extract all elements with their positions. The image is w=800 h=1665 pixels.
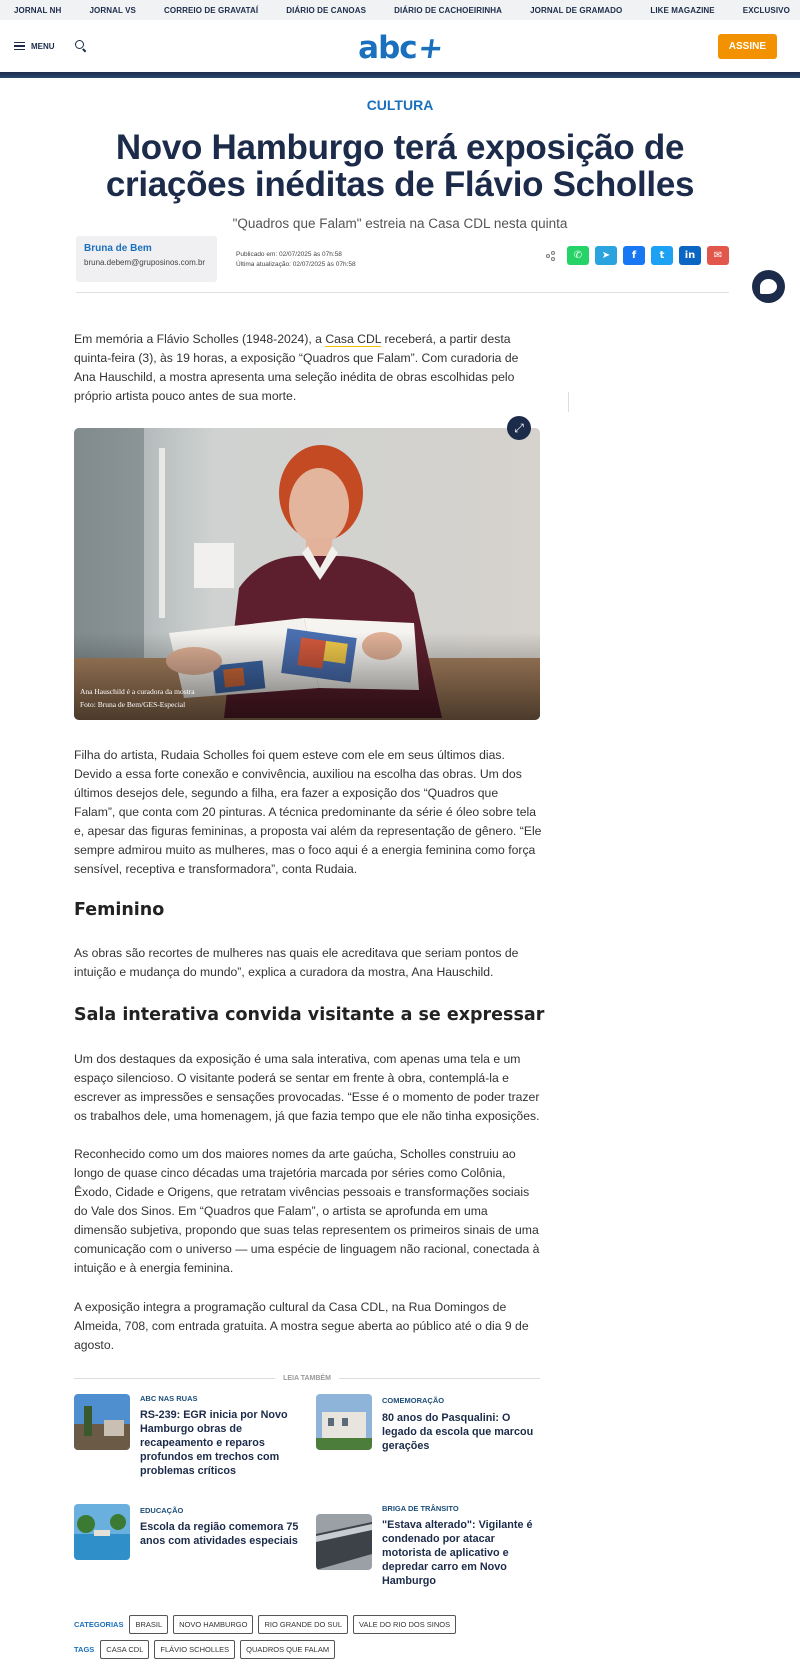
related-kicker: BRIGA DE TRÂNSITO: [382, 1504, 459, 1513]
network-link-diario-de-cachoeirinha[interactable]: DIÁRIO DE CACHOEIRINHA: [394, 5, 503, 15]
network-link-jornal-de-gramado[interactable]: JORNAL DE GRAMADO: [530, 5, 623, 15]
article-paragraph-1: [74, 330, 542, 406]
related-kicker: ABC NAS RUAS: [140, 1394, 198, 1403]
header-left: [14, 40, 87, 52]
category-tag[interactable]: NOVO HAMBURGO: [173, 1615, 253, 1634]
share-telegram-button[interactable]: ➤: [595, 246, 617, 265]
tags-label: TAGS: [74, 1645, 95, 1654]
related-article[interactable]: [316, 1394, 541, 1454]
category-tag[interactable]: BRASIL: [129, 1615, 168, 1634]
menu-label: MENU: [31, 41, 55, 51]
section-heading-sala-interativa: Sala interativa convida visitante a se expressar: [74, 1005, 545, 1025]
thumbnail-image: [74, 1394, 130, 1450]
published-date: Publicado em: 02/07/2025 às 07h:58: [236, 251, 342, 258]
header-divider: [0, 72, 800, 78]
related-label-text: LEIA TAMBÉM: [283, 1374, 331, 1382]
article-paragraph-5: Reconhecido como um dos maiores nomes da arte gaúcha, Scholles construiu ao longo de quase cinco décadas uma trajetória marcada por séries como Colônia, Êxodo, Cidade e Origens, que retratam vivências pessoais e transformações sociais do Vale dos Sinos. Em “Quadros que Falam”, o artista se aprofunda em uma dimensão subjetiva, propondo que suas telas representem os primeiros sinais de uma comunicação com o universo — uma espécie de linguagem não racional, conectada à intuição e à energia feminina.: [74, 1147, 540, 1275]
share-email-button[interactable]: ✉: [707, 246, 729, 265]
image-caption: [80, 685, 195, 711]
article-paragraph-2: Filha do artista, Rudaia Scholles foi quem esteve com ele em seus últimos dias. Devido a essa forte conexão e convivência, auxiliou na escolha das obras. Um dos últimos desejos dele, segundo a filha, era fazer a exposição dos “Quadros que Falam”, que conta com 20 pinturas. A técnica predominante da série é óleo sobre tela e, apesar das figuras femininas, a proposta vai além da representação de gênero. “Ele sempre admirou muito as mulheres, mas o foco aqui é a energia feminina como força sensível, receptiva e transformadora”, conta Rudaia.: [74, 748, 542, 876]
thumbnail-image: [74, 1504, 130, 1560]
caption-text: Ana Hauschild é a curadora da mostra: [80, 687, 195, 696]
site-logo[interactable]: [358, 30, 445, 66]
article-title: Novo Hamburgo terá exposição de criações inéditas de Flávio Scholles: [105, 128, 695, 204]
related-thumbnail: [74, 1394, 130, 1450]
category-tag[interactable]: RIO GRANDE DO SUL: [258, 1615, 348, 1634]
related-article[interactable]: [74, 1504, 299, 1564]
related-title[interactable]: "Estava alterado": Vigilante é condenado por atacar motorista de aplicativo e depredar carro em Novo Hamburgo: [382, 1519, 533, 1587]
share-linkedin-button[interactable]: in: [679, 246, 701, 265]
share-whatsapp-button[interactable]: ✆: [567, 246, 589, 265]
related-kicker: EDUCAÇÃO: [140, 1506, 184, 1515]
topic-tag[interactable]: FLÁVIO SCHOLLES: [154, 1640, 235, 1659]
related-section-label: [74, 1372, 540, 1384]
topic-tag[interactable]: QUADROS QUE FALAM: [240, 1640, 335, 1659]
chat-bubble-icon[interactable]: [752, 270, 785, 303]
related-thumbnail: [74, 1504, 130, 1560]
meta-divider: [76, 292, 729, 293]
logo-plus: +: [415, 30, 445, 66]
article: [0, 97, 800, 231]
related-article[interactable]: [74, 1394, 299, 1477]
related-article[interactable]: [316, 1504, 541, 1587]
share-facebook-button[interactable]: f: [623, 246, 645, 265]
hamburger-icon: [14, 42, 25, 51]
expand-image-icon[interactable]: ⤢: [507, 416, 531, 440]
categories-label: CATEGORIAS: [74, 1620, 124, 1629]
author-email: bruna.debem@gruposinos.com.br: [84, 258, 206, 267]
network-link-jornal-nh[interactable]: JORNAL NH: [14, 5, 62, 15]
tags-bar: [74, 1640, 335, 1659]
share-twitter-button[interactable]: t: [651, 246, 673, 265]
network-bar: [0, 0, 800, 20]
network-link-like-magazine[interactable]: LIKE MAGAZINE: [650, 5, 715, 15]
publish-dates: [236, 250, 356, 270]
related-title[interactable]: Escola da região comemora 75 anos com atividades especiais: [140, 1521, 299, 1547]
paragraph-text: Em memória a Flávio Scholles (1948-2024), a: [74, 332, 326, 346]
search-icon[interactable]: [75, 40, 87, 52]
logo-text: abc: [358, 30, 417, 66]
article-subtitle: "Quadros que Falam" estreia na Casa CDL nesta quinta: [232, 216, 568, 231]
author-box: [76, 236, 217, 282]
related-title[interactable]: RS-239: EGR inicia por Novo Hamburgo obras de recapeamento e reparos profundos em trechos com problemas críticos: [140, 1409, 288, 1477]
network-link-diario-de-canoas[interactable]: DIÁRIO DE CANOAS: [286, 5, 367, 15]
related-title[interactable]: 80 anos do Pasqualini: O legado da escola que marcou gerações: [382, 1412, 534, 1452]
article-paragraph-4: Um dos destaques da exposição é uma sala interativa, com apenas uma tela e um espaço silencioso. O visitante poderá se sentar em frente à obra, contemplá-la e escrever as impressões e sensações provocadas. “Esse é o momento de poder trazer os trabalhos dele, uma homenagem, já que fazia tempo que ele não tinha exposições.: [74, 1052, 540, 1123]
network-link-correio-de-gravatai[interactable]: CORREIO DE GRAVATAÍ: [164, 5, 259, 15]
subscribe-button[interactable]: ASSINE: [718, 34, 777, 59]
casa-cdl-link[interactable]: Casa CDL: [325, 332, 382, 346]
related-thumbnail: [316, 1394, 372, 1450]
paragraph-text: receberá, a partir desta quinta-feira (3), às 19 horas, a exposição “Quadros que Falam”. Com curadoria de Ana Hauschild, a mostra apresenta uma seleção inédita de obras escolhidas pelo próprio artista pouco antes de sua morte.: [74, 332, 519, 403]
caption-credit: Foto: Bruna de Bem/GES-Especial: [80, 700, 186, 709]
network-link-exclusivo[interactable]: EXCLUSIVO: [742, 5, 790, 15]
updated-date: Última atualização: 02/07/2025 às 07h:58: [236, 261, 356, 268]
share-bar: [546, 246, 729, 265]
site-header: [0, 20, 800, 72]
network-link-jornal-vs[interactable]: JORNAL VS: [89, 5, 136, 15]
topic-tag[interactable]: CASA CDL: [100, 1640, 149, 1659]
article-paragraph-6: A exposição integra a programação cultural da Casa CDL, na Rua Domingos de Almeida, 708, com entrada gratuita. A mostra segue aberta ao público até o dia 9 de agosto.: [74, 1300, 529, 1352]
thumbnail-image: [316, 1514, 372, 1570]
share-icon: [546, 251, 556, 261]
article-category[interactable]: CULTURA: [366, 97, 434, 113]
thumbnail-image: [316, 1394, 372, 1450]
menu-button[interactable]: [14, 42, 55, 51]
section-heading-feminino: Feminino: [74, 900, 165, 920]
article-paragraph-3: As obras são recortes de mulheres nas quais ele acreditava que seriam pontos de intuição e mudança do mundo”, explica a curadora da mostra, Ana Hauschild.: [74, 946, 519, 979]
divider: [568, 392, 569, 412]
categories-bar: [74, 1615, 456, 1634]
article-image[interactable]: [74, 428, 540, 720]
related-thumbnail: [316, 1514, 372, 1570]
related-kicker: COMEMORAÇÃO: [382, 1396, 445, 1405]
article-meta: [76, 236, 729, 292]
author-name[interactable]: Bruna de Bem: [84, 243, 152, 254]
photo-illustration: [74, 428, 540, 720]
category-tag[interactable]: VALE DO RIO DOS SINOS: [353, 1615, 456, 1634]
